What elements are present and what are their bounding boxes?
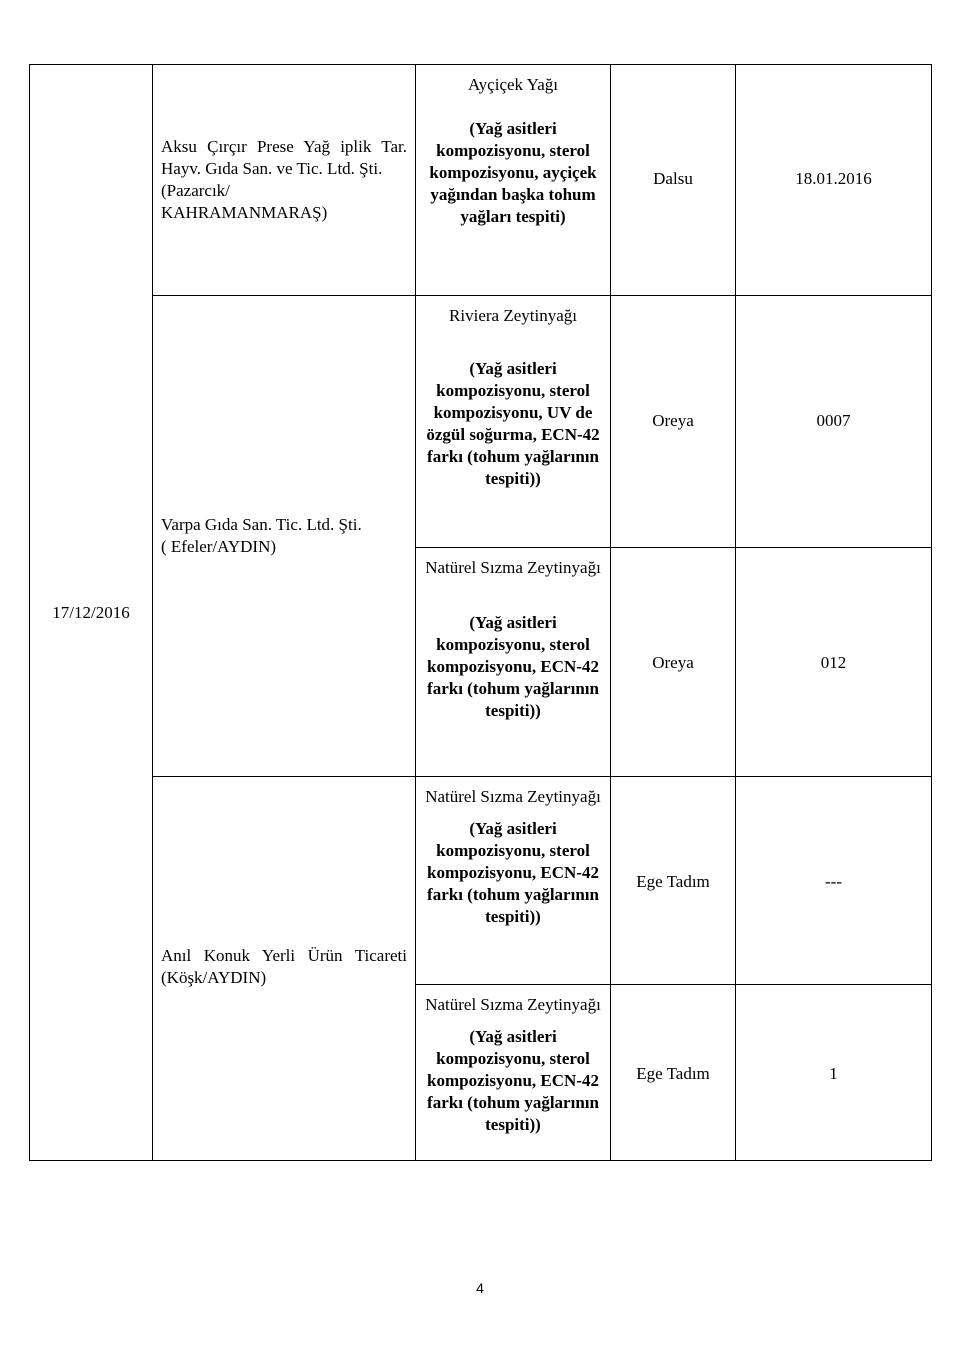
product-cell xyxy=(416,65,611,296)
product-cell xyxy=(416,985,611,1161)
brand-text: Ege Tadım xyxy=(636,1064,710,1083)
lot-cell xyxy=(736,548,932,777)
table-row xyxy=(30,296,932,548)
page-number: 4 xyxy=(476,1280,484,1296)
lot-text: --- xyxy=(825,872,842,891)
brand-cell xyxy=(611,296,736,548)
lot-text: 012 xyxy=(820,653,847,672)
product-name: Riviera Zeytinyağı xyxy=(449,306,577,325)
analysis-text: (Yağ asitleri kompozisyonu, sterol kompozisyonu, ECN-42 farkı (tohum yağlarının tespiti)) xyxy=(427,1027,599,1134)
brand-cell xyxy=(611,985,736,1161)
brand-cell xyxy=(611,777,736,985)
lot-text: 1 xyxy=(829,1064,838,1083)
company-cell xyxy=(153,296,416,777)
lot-cell xyxy=(736,777,932,985)
product-name: Natürel Sızma Zeytinyağı xyxy=(425,995,601,1014)
lot-text: 0007 xyxy=(816,411,851,430)
lot-cell xyxy=(736,985,932,1161)
product-name: Ayçiçek Yağı xyxy=(467,75,559,94)
product-name: Natürel Sızma Zeytinyağı xyxy=(425,787,601,806)
product-cell xyxy=(416,548,611,777)
results-table xyxy=(29,64,932,1161)
analysis-text: (Yağ asitleri kompozisyonu, sterol kompozisyonu, UV de özgül soğurma, ECN-42 farkı (tohum yağlarının tespiti)) xyxy=(426,359,600,488)
product-name: Natürel Sızma Zeytinyağı xyxy=(425,558,601,577)
company-name: Aksu Çırçır Prese Yağ iplik Tar. Hayv. Gıda San. ve Tic. Ltd. Şti. (Pazarcık/ KAHRAMANMARAŞ) xyxy=(161,137,407,222)
analysis-text: (Yağ asitleri kompozisyonu, sterol kompozisyonu, ECN-42 farkı (tohum yağlarının tespiti)) xyxy=(427,819,599,926)
company-cell xyxy=(153,777,416,1161)
brand-text: Oreya xyxy=(652,653,694,672)
brand-text: Dalsu xyxy=(653,169,693,188)
analysis-text: (Yağ asitleri kompozisyonu, sterol kompozisyonu, ayçiçek yağından başka tohum yağları tespiti) xyxy=(429,119,597,226)
company-name: Varpa Gıda San. Tic. Ltd. Şti. ( Efeler/AYDIN) xyxy=(161,515,362,556)
brand-cell xyxy=(611,548,736,777)
lot-cell xyxy=(736,65,932,296)
company-name: Anıl Konuk Yerli Ürün Ticareti (Köşk/AYDIN) xyxy=(161,946,407,987)
company-cell xyxy=(153,65,416,296)
table-row xyxy=(30,65,932,296)
product-cell xyxy=(416,777,611,985)
lot-cell xyxy=(736,296,932,548)
brand-cell xyxy=(611,65,736,296)
brand-text: Oreya xyxy=(652,411,694,430)
product-cell xyxy=(416,296,611,548)
table-row xyxy=(30,777,932,985)
lot-text: 18.01.2016 xyxy=(795,169,872,188)
date-cell xyxy=(30,65,153,1161)
date-text: 17/12/2016 xyxy=(52,602,130,622)
brand-text: Ege Tadım xyxy=(636,872,710,891)
analysis-text: (Yağ asitleri kompozisyonu, sterol kompozisyonu, ECN-42 farkı (tohum yağlarının tespiti)) xyxy=(427,613,599,720)
